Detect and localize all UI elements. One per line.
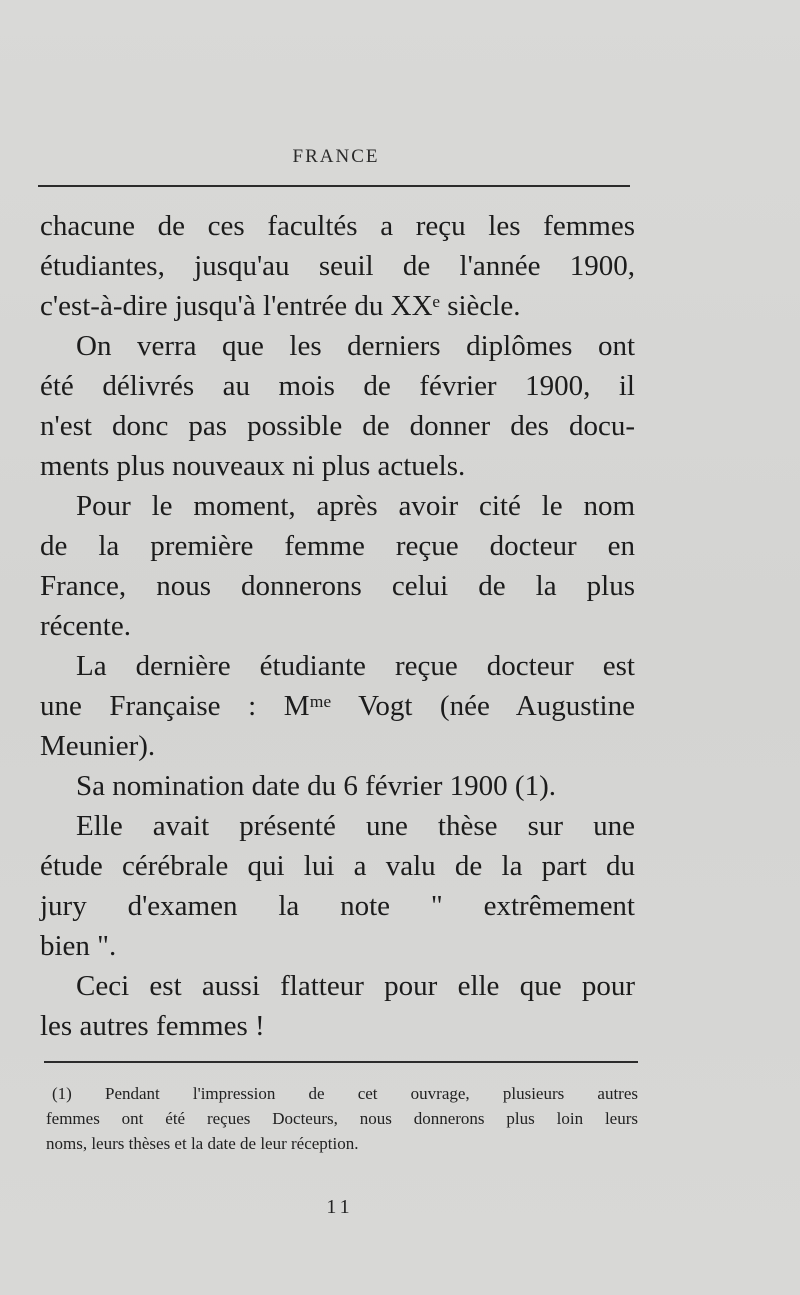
text-line: Meunier).	[40, 730, 156, 762]
text-line: étude cérébrale qui lui a valu de la part du	[40, 850, 635, 882]
text-line: La dernière étudiante reçue docteur est	[76, 650, 635, 682]
text-line: étudiantes, jusqu'au seuil de l'année 1900,	[40, 250, 635, 282]
footnote-line: noms, leurs thèses et la date de leur réception.	[46, 1134, 359, 1153]
text-line: récente.	[40, 610, 131, 642]
footnote-rule	[44, 1061, 638, 1063]
header-rule	[38, 185, 630, 187]
running-header: FRANCE	[292, 146, 380, 167]
text-line: une Française : Mᵐᵉ Vogt (née Augustine	[40, 690, 635, 722]
text-line: Sa nomination date du 6 février 1900 (1).	[76, 770, 556, 802]
text-line: c'est-à-dire jusqu'à l'entrée du XXᵉ siècle.	[40, 290, 521, 322]
text-line: Pour le moment, après avoir cité le nom	[76, 490, 635, 522]
text-line: n'est donc pas possible de donner des docu-	[40, 410, 635, 442]
text-line: chacune de ces facultés a reçu les femmes	[40, 210, 635, 242]
text-line: France, nous donnerons celui de la plus	[40, 570, 635, 602]
footnote-line: (1) Pendant l'impression de cet ouvrage, plusieurs autres	[52, 1084, 638, 1103]
footnote	[46, 1081, 638, 1156]
footnote-line: femmes ont été reçues Docteurs, nous donnerons plus loin leurs	[46, 1109, 638, 1128]
text-line: Elle avait présenté une thèse sur une	[76, 810, 635, 842]
text-line: On verra que les derniers diplômes ont	[76, 330, 635, 362]
text-line: jury d'examen la note " extrêmement	[40, 890, 635, 922]
page-number: 11	[326, 1196, 354, 1218]
text-line: Ceci est aussi flatteur pour elle que pour	[76, 970, 635, 1002]
text-line: bien ".	[40, 930, 117, 962]
text-line: de la première femme reçue docteur en	[40, 530, 635, 562]
text-line: été délivrés au mois de février 1900, il	[40, 370, 635, 402]
main-text	[40, 206, 635, 1046]
text-line: les autres femmes !	[40, 1010, 265, 1042]
text-line: ments plus nouveaux ni plus actuels.	[40, 450, 466, 482]
